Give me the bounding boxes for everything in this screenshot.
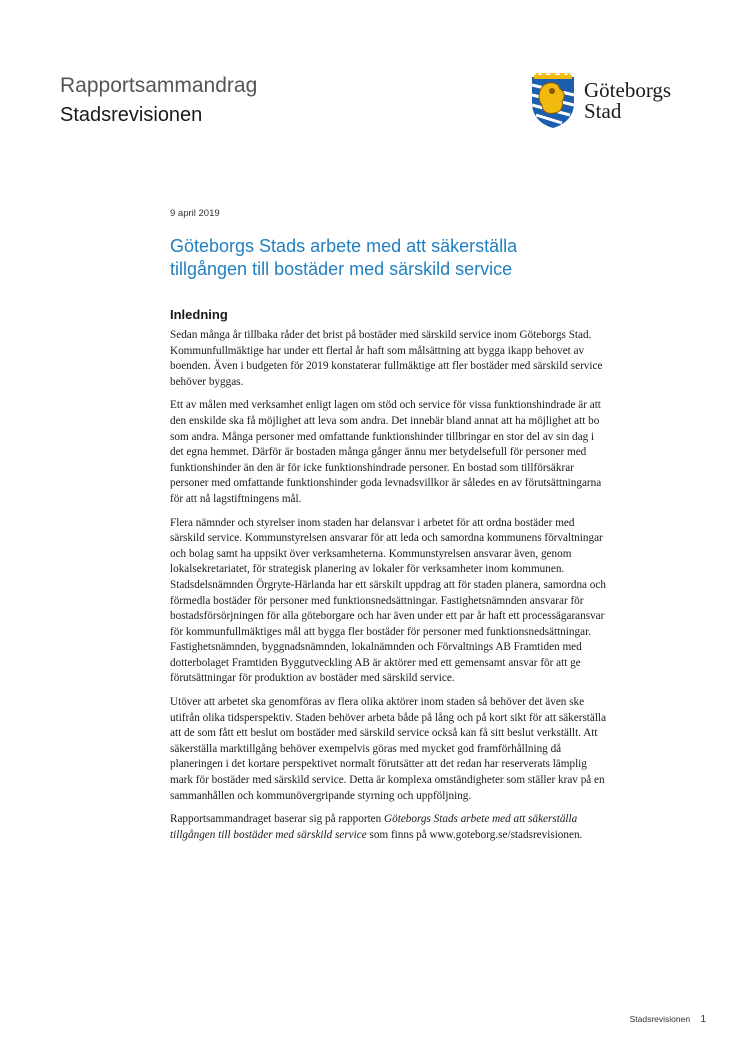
closing-suffix: som finns på www.goteborg.se/stadsrevisionen. — [366, 828, 583, 841]
document-date: 9 april 2019 — [170, 208, 220, 219]
coat-of-arms-lion-icon — [528, 73, 578, 129]
report-title-reference: Göteborgs Stads arbete med att säkerställa tillgången till bostäder med särskild service — [170, 813, 578, 841]
document-title — [170, 235, 610, 281]
page-number: 1 — [700, 1014, 706, 1025]
page-footer — [630, 1014, 706, 1025]
footer-label: Stadsrevisionen — [629, 1014, 691, 1024]
logo-line-2: Stad — [584, 99, 622, 123]
paragraph-3: Flera nämnder och styrelser inom staden har delansvar i arbetet för att ordna bostäder med särskild service. Kommunstyrelsen ansvarar för att leda och samordna kommunens förvaltningar och bolag samt ha uppsikt över verksamheterna. Kommunstyrelsen ansvarar även, genom lokalsekretariatet, för strategisk planering av lokaler för verksamheter inom kommunen. Stadsdelsnämnden Örgryte-Härlanda har ett särskilt uppdrag att för staden planera, samordna och förmedla bostäder för personer med funktionsnedsättningar. Fastighetsnämnden ansvarar för bostadsförsörjningen för alla göteborgare och har även under ett par år haft ett processägaransvar för kommunfullmäktiges mål att bygga fler bostäder för personer med funktionsnedsättningar. Fastighetsnämnden, byggnadsnämnden, lokalnämnden och Förvaltnings AB Framtiden med dotterbolaget Framtiden Byggutveckling AB är aktörer med ett gemensamt ansvar för att ge förutsättningar för produktion av bostäder med särskild service. — [170, 516, 606, 685]
title-line-2: tillgången till bostäder med särskild service — [170, 259, 513, 279]
logo-line-1: Göteborgs — [584, 78, 672, 102]
department-heading: Stadsrevisionen — [60, 104, 203, 126]
paragraph-2: Ett av målen med verksamhet enligt lagen om stöd och service för vissa funktionshindrade är att den enskilde ska få möjlighet att leva som andra. Det innebär bland annat att ha möjlighet att bo som andra. Många personer med omfattande funktionshinder tillbringar en stor del av sin dag i det egna hemmet. Därför är bostaden många gånger ännu mer betydelsefull för personer med funktionshinder än den är för icke funktionshindrade personer. En bostad som tillförsäkrar personer med omfattande funktionshinder goda levnadsvillkor är således en av förutsättningarna för att nå lagstiftningens mål. — [170, 399, 602, 505]
document-body — [170, 208, 610, 851]
paragraph-4: Utöver att arbetet ska genomföras av flera olika aktörer inom staden så behöver det även ske utifrån olika tidsperspektiv. Staden behöver arbeta både på lång och på kort sikt för att säkerställa att de som fått ett beslut om bostäder med särskild service också kan få sitt beslut verkställt. Att säkerställa marktillgång behöver exempelvis göras med mycket god framförhållning då planeringen i det kortare perspektivet normalt förutsätter att det redan har reserverats lämplig mark för bostäder med särskild service. Detta är komplexa omständigheter som ställer krav på en sammanhållen och kommunövergripande styrning och uppföljning. — [170, 696, 607, 802]
closing-paragraph — [170, 812, 610, 843]
paragraph-1: Sedan många år tillbaka råder det brist på bostäder med särskild service inom Göteborgs Stad. Kommunfullmäktige har under ett flertal år haft som målsättning att bygga ikapp behovet av boenden. Även i budgeten för 2019 konstaterar fullmäktige att fler bostäder med särskild service behöver byggas. — [170, 329, 603, 388]
title-line-1: Göteborgs Stads arbete med att säkerställa — [170, 236, 518, 256]
closing-prefix: Rapportsammandraget baserar sig på rapporten — [170, 813, 385, 826]
goteborgs-stad-logo — [528, 74, 688, 128]
section-heading: Inledning — [170, 307, 228, 322]
report-type-heading: Rapportsammandrag — [60, 74, 258, 97]
logo-wordmark — [584, 80, 671, 122]
